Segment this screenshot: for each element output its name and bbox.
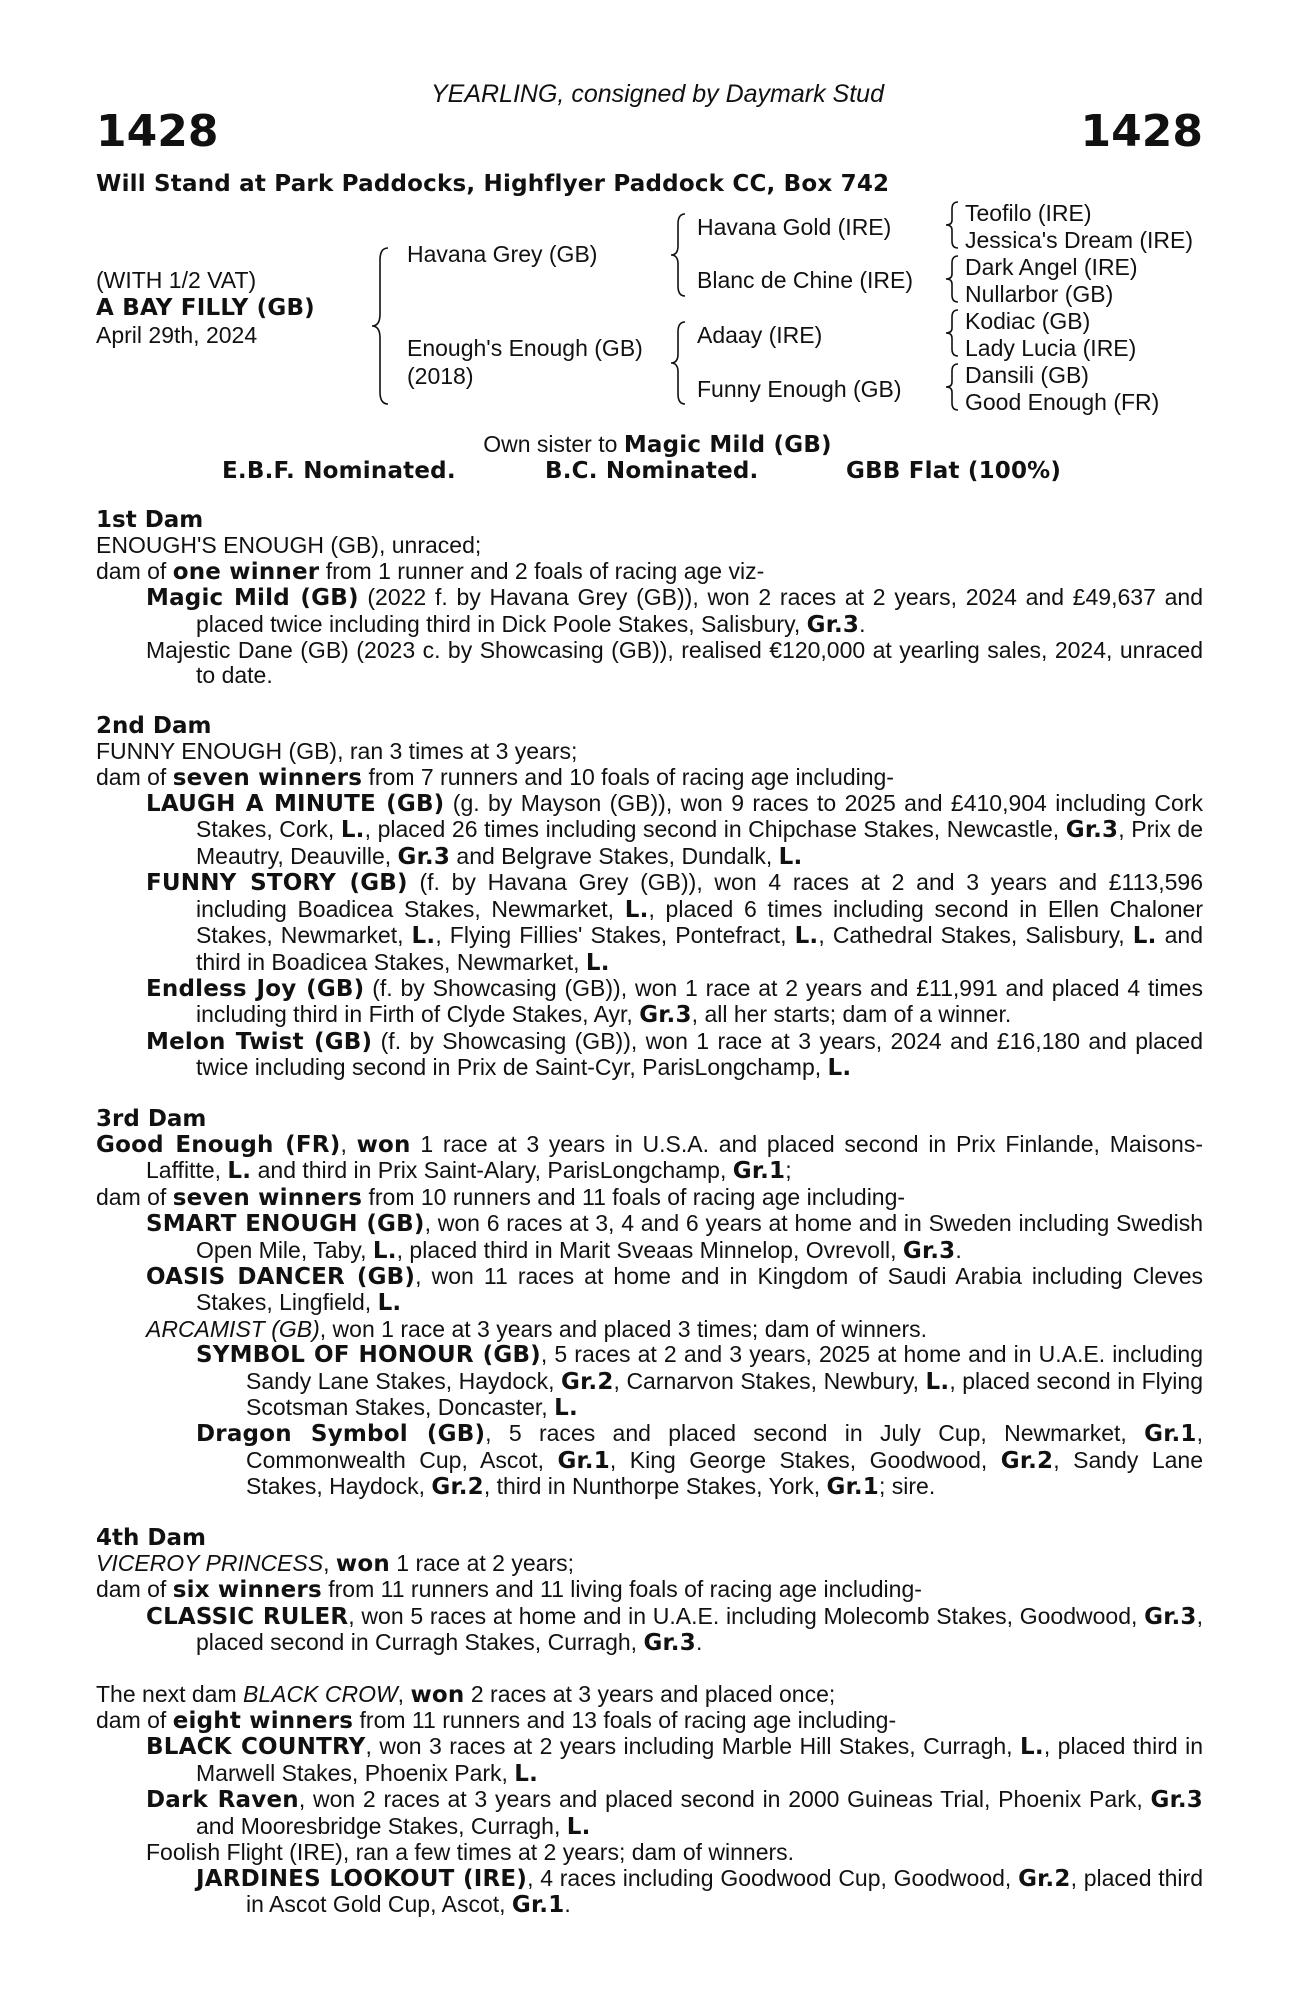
text: (f. by Showcasing (GB)), won 1 race at 3 years, 2024 and £16,180 and placed twice including second in Prix de Saint-Cyr, ParisLongchamp,: [196, 1027, 1203, 1081]
text: 2 races at 3 years and placed once;: [464, 1680, 836, 1707]
winner-count: eight winners: [172, 1708, 354, 1735]
grade: Gr.1: [557, 1447, 610, 1474]
grade: Gr.2: [561, 1368, 614, 1395]
grade: Gr.1: [732, 1158, 786, 1185]
dam3-summary: [96, 1185, 1203, 1211]
text: , won 6 races at 3, 4 and 6 years at home and in Sweden including Swedish Open Mile, Taby,: [196, 1210, 1203, 1263]
grade: L.: [554, 1395, 578, 1421]
text: from 11 runners and 11 living foals of racing age including-: [321, 1576, 922, 1603]
dam3-produce-3: [96, 1317, 1203, 1342]
dam2-produce-1: [96, 791, 1203, 870]
pedigree-brace-g3-4: [944, 362, 960, 412]
text: , placed 6 times including second in Ellen Chaloner Stakes, Newmarket,: [196, 895, 1203, 949]
dam2-produce-3: [96, 976, 1203, 1029]
text: (f. by Havana Grey (GB)), won 4 races at 2 and 3 years and £113,596 including Boadicea Stakes, Newmarket,: [196, 869, 1203, 922]
dam3-grandproduce-1: [96, 1342, 1203, 1421]
grade: L.: [566, 1813, 591, 1840]
text: , 5 races at 2 and 3 years, 2025 at home and in U.A.E. including Sandy Lane Stakes, Haydock,: [246, 1341, 1203, 1394]
dam1-summary: [96, 559, 1203, 585]
text: , won 5 races at home and in U.A.E. including Molecomb Stakes, Goodwood,: [348, 1602, 1145, 1629]
text: .: [695, 1629, 703, 1656]
text: and Mooresbridge Stakes, Curragh,: [196, 1812, 567, 1839]
vat-note: (WITH 1/2 VAT): [96, 267, 257, 293]
lot-number-left: 1428: [96, 106, 219, 157]
text: , won 3 races at 2 years including Marble Hill Stakes, Curragh,: [365, 1733, 1021, 1760]
text: ,: [397, 1680, 411, 1707]
text: , placed third in Ascot Gold Cup, Ascot,: [246, 1864, 1203, 1917]
pedigree-g3-5: Kodiac (GB): [965, 308, 1091, 334]
text: , won 2 races at 3 years and placed second in 2000 Guineas Trial, Phoenix Park,: [298, 1786, 1151, 1813]
grade: L.: [514, 1760, 539, 1787]
text: dam of: [96, 1576, 173, 1603]
dam3-grandproduce-2: [96, 1421, 1203, 1500]
dam4-intro: [96, 1551, 1203, 1577]
pedigree-dam: Enough's Enough (GB): [407, 335, 643, 361]
stabling-line: Will Stand at Park Paddocks, Highflyer Paddock CC, Box 742: [96, 171, 890, 197]
text: , won 11 races at home and in Kingdom of Saudi Arabia including Cleves Stakes, Lingfield,: [196, 1262, 1203, 1316]
grade: Gr.2: [1018, 1865, 1071, 1892]
text: (2022 f. by Havana Grey (GB)), won 2 races at 2 years, 2024 and £49,637 and placed twice including third in Dick Poole Stakes, Salisbury,: [196, 584, 1203, 637]
text: from 1 runner and 2 foals of racing age viz-: [319, 557, 765, 584]
pedigree-brace-main: [368, 246, 392, 406]
grade: Gr.3: [1150, 1787, 1203, 1814]
pedigree-brace-sire: [668, 212, 688, 298]
text: 1 race at 3 years in U.S.A. and placed second in Prix Finlande, Maisons-Laffitte,: [146, 1130, 1204, 1184]
grade: L.: [411, 923, 436, 950]
pedigree-g3-1: Teofilo (IRE): [965, 200, 1092, 226]
text: , won 1 race at 3 years and placed 3 times; dam of winners.: [319, 1315, 928, 1342]
text: dam of: [96, 763, 173, 790]
produce-name: LAUGH A MINUTE (GB): [146, 791, 445, 818]
grade: L.: [377, 1290, 402, 1317]
own-sister-prefix: Own sister to: [483, 431, 624, 457]
text: and Belgrave Stakes, Dundalk,: [450, 842, 779, 869]
produce-name: Dragon Symbol (GB): [196, 1421, 486, 1448]
text: , Prix de Meautry, Deauville,: [196, 816, 1203, 869]
pedigree-sire: Havana Grey (GB): [407, 241, 598, 267]
winner-count: one winner: [172, 558, 320, 585]
dam1-heading: 1st Dam: [96, 507, 204, 533]
dam2-intro: FUNNY ENOUGH (GB), ran 3 times at 3 years;: [96, 738, 578, 765]
dam4-produce-1: [96, 1604, 1203, 1657]
own-sister-name: Magic Mild (GB): [623, 432, 832, 458]
text: dam of: [96, 1707, 173, 1734]
pedigree-brace-g3-1: [944, 200, 960, 250]
dam5-produce-3: Foolish Flight (IRE), ran a few times at 2 years; dam of winners.: [146, 1839, 795, 1866]
pedigree-brace-dam: [668, 320, 688, 406]
text: ,: [340, 1130, 357, 1157]
text: (g. by Mayson (GB)), won 9 races to 2025 and £410,904 including Cork Stakes, Cork,: [196, 790, 1203, 843]
pedigree-g3-7: Dansili (GB): [965, 362, 1089, 388]
pedigree-brace-g3-2: [944, 254, 960, 304]
dam2-produce-4: [96, 1029, 1203, 1082]
text: , 5 races and placed second in July Cup, Newmarket,: [485, 1420, 1145, 1447]
grade: Gr.3: [643, 1630, 696, 1657]
dam1-produce-1: [96, 585, 1203, 638]
dam5-grandproduce-1: [96, 1866, 1203, 1919]
text: .: [859, 610, 866, 637]
dam4-heading: 4th Dam: [96, 1524, 206, 1551]
grade: L.: [624, 896, 649, 923]
grade: Gr.3: [806, 611, 860, 638]
produce-name: ARCAMIST (GB): [146, 1315, 320, 1342]
grade: L.: [778, 843, 803, 870]
won-word: won: [356, 1131, 411, 1158]
pedigree-brace-g3-3: [944, 308, 960, 358]
grade: Gr.1: [511, 1891, 565, 1918]
produce-name: Endless Joy (GB): [146, 975, 365, 1002]
grade: L.: [827, 1055, 852, 1082]
text: , Cathedral Stakes, Salisbury,: [818, 922, 1133, 949]
foaling-date: April 29th, 2024: [96, 322, 258, 348]
grade: L.: [372, 1237, 397, 1264]
pedigree-g3-4: Nullarbor (GB): [965, 281, 1114, 307]
dam3-produce-2: [96, 1264, 1203, 1317]
text: , placed 26 times including second in Chipchase Stakes, Newcastle,: [364, 816, 1066, 843]
text: ;: [785, 1157, 792, 1184]
grade: Gr.3: [1065, 817, 1119, 844]
produce-name: SMART ENOUGH (GB): [146, 1211, 425, 1238]
text: , placed second in Flying Scotsman Stakes, Doncaster,: [246, 1367, 1203, 1420]
consignor-line: YEARLING, consigned by Daymark Stud: [431, 80, 884, 108]
pedigree-g3-2: Jessica's Dream (IRE): [965, 227, 1194, 253]
produce-name: OASIS DANCER (GB): [146, 1263, 416, 1290]
text: and third in Boadicea Stakes, Newmarket,: [196, 922, 1203, 975]
dam3-intro: [96, 1132, 1203, 1185]
pedigree-g3-3: Dark Angel (IRE): [965, 254, 1138, 280]
bc-note: B.C. Nominated.: [545, 458, 759, 484]
text: , placed second in Curragh Stakes, Curragh,: [196, 1602, 1203, 1656]
grade: L.: [1132, 923, 1157, 950]
text: 1 race at 2 years;: [389, 1550, 574, 1577]
produce-name: Melon Twist (GB): [146, 1028, 373, 1055]
pedigree-sire-dam: Blanc de Chine (IRE): [697, 267, 914, 293]
lot-number-right: 1428: [1080, 106, 1203, 157]
text: , placed third in Marwell Stakes, Phoenix Park,: [196, 1733, 1204, 1786]
text: , Flying Fillies' Stakes, Pontefract,: [435, 922, 795, 949]
produce-name: JARDINES LOOKOUT (IRE): [196, 1865, 528, 1892]
dam1-intro: ENOUGH'S ENOUGH (GB), unraced;: [96, 532, 482, 559]
winner-count: seven winners: [172, 764, 363, 791]
grade: L.: [227, 1158, 252, 1185]
pedigree-dam-sire: Adaay (IRE): [697, 322, 823, 348]
text: .: [955, 1236, 962, 1263]
produce-name: Magic Mild (GB): [146, 585, 359, 612]
grade: L.: [794, 923, 819, 950]
pedigree-g3-8: Good Enough (FR): [965, 389, 1160, 415]
dam-name: Good Enough (FR): [96, 1131, 341, 1158]
dam4-summary: [96, 1577, 1203, 1603]
text: , third in Nunthorpe Stakes, York,: [483, 1473, 827, 1500]
produce-name: SYMBOL OF HONOUR (GB): [196, 1342, 541, 1369]
grade: Gr.2: [1000, 1447, 1054, 1474]
produce-name: BLACK COUNTRY: [146, 1734, 366, 1761]
gbb-note: GBB Flat (100%): [846, 458, 1062, 484]
catalogue-body: [96, 508, 1203, 1918]
text: , placed third in Marit Sveaas Minnelop, Ovrevoll,: [396, 1236, 903, 1263]
dam5-produce-1: [96, 1734, 1203, 1787]
text: ; sire.: [878, 1473, 936, 1500]
text: ,: [323, 1550, 336, 1577]
grade: Gr.1: [826, 1474, 879, 1501]
produce-name: FUNNY STORY (GB): [146, 870, 408, 897]
dam-name: BLACK CROW: [243, 1680, 398, 1707]
grade: Gr.2: [431, 1474, 484, 1501]
grade: Gr.3: [1144, 1603, 1197, 1630]
dam3-heading: 3rd Dam: [96, 1105, 207, 1132]
produce-name: Dark Raven: [146, 1787, 299, 1814]
text: .: [564, 1890, 571, 1917]
own-sister-note: [0, 432, 1315, 459]
pedigree-dam-dam: Funny Enough (GB): [697, 376, 902, 402]
pedigree-dam-year: (2018): [407, 363, 474, 389]
dam-name: VICEROY PRINCESS: [96, 1550, 324, 1577]
dam1-produce-2: Majestic Dane (GB) (2023 c. by Showcasing (GB)), realised €120,000 at yearling sales, 2024, unraced to date.: [146, 637, 1203, 689]
text: The next dam: [96, 1680, 244, 1707]
text: dam of: [96, 557, 173, 584]
dam5-summary: [96, 1708, 1203, 1734]
grade: L.: [585, 949, 610, 976]
produce-name: CLASSIC RULER: [146, 1603, 349, 1630]
text: from 10 runners and 11 foals of racing age including-: [362, 1183, 906, 1210]
text: , all her starts; dam of a winner.: [691, 1001, 1012, 1028]
dam2-summary: [96, 765, 1203, 791]
grade: Gr.3: [902, 1237, 956, 1264]
pedigree-g3-6: Lady Lucia (IRE): [965, 335, 1137, 361]
dam2-produce-2: [96, 870, 1203, 976]
winner-count: six winners: [172, 1577, 322, 1604]
won-word: won: [335, 1551, 390, 1578]
winner-count: seven winners: [172, 1184, 363, 1211]
grade: L.: [340, 817, 365, 844]
won-word: won: [410, 1681, 465, 1708]
text: from 11 runners and 13 foals of racing age including-: [353, 1707, 897, 1734]
text: , 4 races including Goodwood Cup, Goodwood,: [527, 1864, 1019, 1891]
dam2-heading: 2nd Dam: [96, 712, 212, 739]
dam5-produce-2: [96, 1787, 1203, 1840]
dam3-produce-1: [96, 1211, 1203, 1264]
pedigree-sire-sire: Havana Gold (IRE): [697, 214, 892, 240]
ebf-note: E.B.F. Nominated.: [222, 458, 456, 484]
text: (f. by Showcasing (GB)), won 1 race at 2 years and £11,991 and placed 4 times including third in Firth of Clyde Stakes, Ayr,: [196, 974, 1203, 1028]
grade: Gr.1: [1144, 1421, 1197, 1448]
text: dam of: [96, 1183, 173, 1210]
horse-name: A BAY FILLY (GB): [96, 295, 315, 321]
dam5-intro: [96, 1682, 1203, 1708]
grade: L.: [1020, 1734, 1044, 1761]
grade: Gr.3: [639, 1002, 692, 1029]
text: , Commonwealth Cup, Ascot,: [246, 1420, 1203, 1473]
text: , King George Stakes, Goodwood,: [609, 1446, 1001, 1473]
text: from 7 runners and 10 foals of racing age including-: [362, 763, 894, 790]
text: , Sandy Lane Stakes, Haydock,: [246, 1446, 1203, 1500]
text: , Carnarvon Stakes, Newbury,: [613, 1367, 926, 1394]
grade: Gr.3: [397, 843, 451, 870]
text: and third in Prix Saint-Alary, ParisLongchamp,: [251, 1157, 733, 1184]
grade: L.: [925, 1368, 950, 1395]
